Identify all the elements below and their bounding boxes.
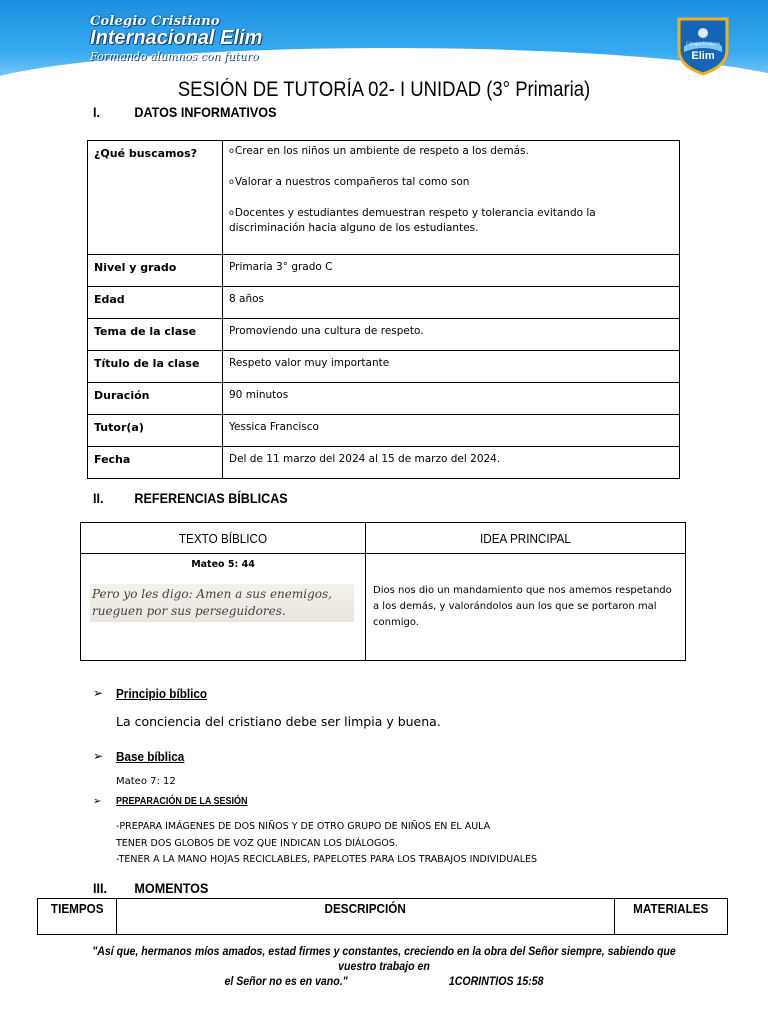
section-label: MOMENTOS [134,880,209,896]
info-label: Edad [88,287,223,319]
school-name-line1: Colegio Cristiano [90,14,220,29]
table-row [88,351,680,383]
section-heading-referencias [93,490,288,506]
biblical-references-table [80,522,686,661]
preparacion-item: -TENER A LA MANO HOJAS RECICLABLES, PAPELOTES PARA LOS TRABAJOS INDIVIDUALES [116,854,538,865]
section-label: REFERENCIAS BÍBLICAS [134,490,288,506]
table-row [88,447,680,479]
preparacion-item: TENER DOS GLOBOS DE VOZ QUE INDICAN LOS DIÁLOGOS. [116,837,398,849]
info-value [223,141,680,255]
column-header: MATERIALES [615,899,728,935]
info-label: Tema de la clase [88,319,223,351]
table-row [88,287,680,319]
section-heading-datos [93,104,277,120]
table-row [88,415,680,447]
section-number: I. [93,104,101,120]
verse-cell [81,554,366,661]
verse-reference: Mateo 5: 44 [191,559,255,570]
info-label: Título de la clase [88,351,223,383]
main-idea-cell [366,554,686,661]
objective-item: oCrear en los niños un ambiente de respeto a los demás. [229,145,529,157]
verse-text: Pero yo les digo: Amen a sus enemigos, rueguen por sus perseguidores. [90,584,354,622]
main-idea-text: Dios nos dio un mandamiento que nos amemos respetando a los demás, y valorándolos aun los que se portaron mal conmigo. [373,585,672,628]
arrow-bullet-icon: ➢ [93,749,104,763]
page-title: SESIÓN DE TUTORÍA 02- I UNIDAD (3° Primaria) [177,78,591,101]
table-row [81,554,686,661]
info-label: ¿Qué buscamos? [88,141,223,255]
info-value: Respeto valor muy importante [223,351,680,383]
column-header: IDEA PRINCIPAL [366,523,686,554]
info-label: Fecha [88,447,223,479]
table-row [88,383,680,415]
footer-line: "Así que, hermanos míos amados, estad firmes y constantes, creciendo en la obra del Señor siempre, sabiendo que vuestro trabajo en [92,946,676,973]
preparacion-heading: PREPARACIÓN DE LA SESIÓN [116,796,248,807]
base-text: Mateo 7: 12 [116,776,176,787]
table-header-row [38,899,728,935]
info-value: Primaria 3° grado C [223,255,680,287]
base-heading: Base bíblica [116,749,185,764]
arrow-bullet-icon: ➢ [93,686,104,700]
column-header: TEXTO BÍBLICO [81,523,366,554]
school-name-line2: Internacional Elim [90,27,263,49]
school-brand [90,14,262,63]
footer-reference: 1CORINTIOS 15:58 [448,976,544,988]
table-row [88,255,680,287]
footer-line: el Señor no es en vano." 1CORINTIOS 15:58 [224,976,544,988]
info-value: 8 años [223,287,680,319]
objective-item: oDocentes y estudiantes demuestran respeto y tolerancia evitando la discriminación hacia alguno de los estudiantes. [229,207,596,234]
info-value: Promoviendo una cultura de respeto. [223,319,680,351]
section-number: II. [93,490,104,506]
svg-text:Colegio Cristiano: Colegio Cristiano [686,41,720,46]
objective-item: oValorar a nuestros compañeros tal como son [229,176,470,188]
column-header: TIEMPOS [38,899,117,935]
preparacion-item: -PREPARA IMÁGENES DE DOS NIÑOS Y DE OTRO GRUPO DE NIÑOS EN EL AULA [116,821,491,832]
section-heading-momentos [93,880,208,896]
datos-informativos-table [87,140,680,479]
footer-verse [86,945,682,990]
table-row [88,319,680,351]
info-value: Yessica Francisco [223,415,680,447]
info-label: Duración [88,383,223,415]
table-row [88,141,680,255]
preparacion-list [116,819,537,869]
column-header: DESCRIPCIÓN [117,899,615,935]
momentos-table [37,898,728,935]
principio-text: La conciencia del cristiano debe ser limpia y buena. [116,714,441,729]
svg-text:Elim: Elim [691,50,715,62]
table-header-row [81,523,686,554]
principio-heading: Principio bíblico [116,686,208,701]
info-label: Nivel y grado [88,255,223,287]
section-label: DATOS INFORMATIVOS [134,104,277,120]
school-shield-logo [676,16,730,76]
info-value: 90 minutos [223,383,680,415]
info-label: Tutor(a) [88,415,223,447]
info-value: Del de 11 marzo del 2024 al 15 de marzo del 2024. [223,447,680,479]
section-number: III. [93,880,108,896]
arrow-bullet-icon: ➢ [93,796,102,807]
school-slogan: Formando alumnos con futuro [90,50,259,63]
